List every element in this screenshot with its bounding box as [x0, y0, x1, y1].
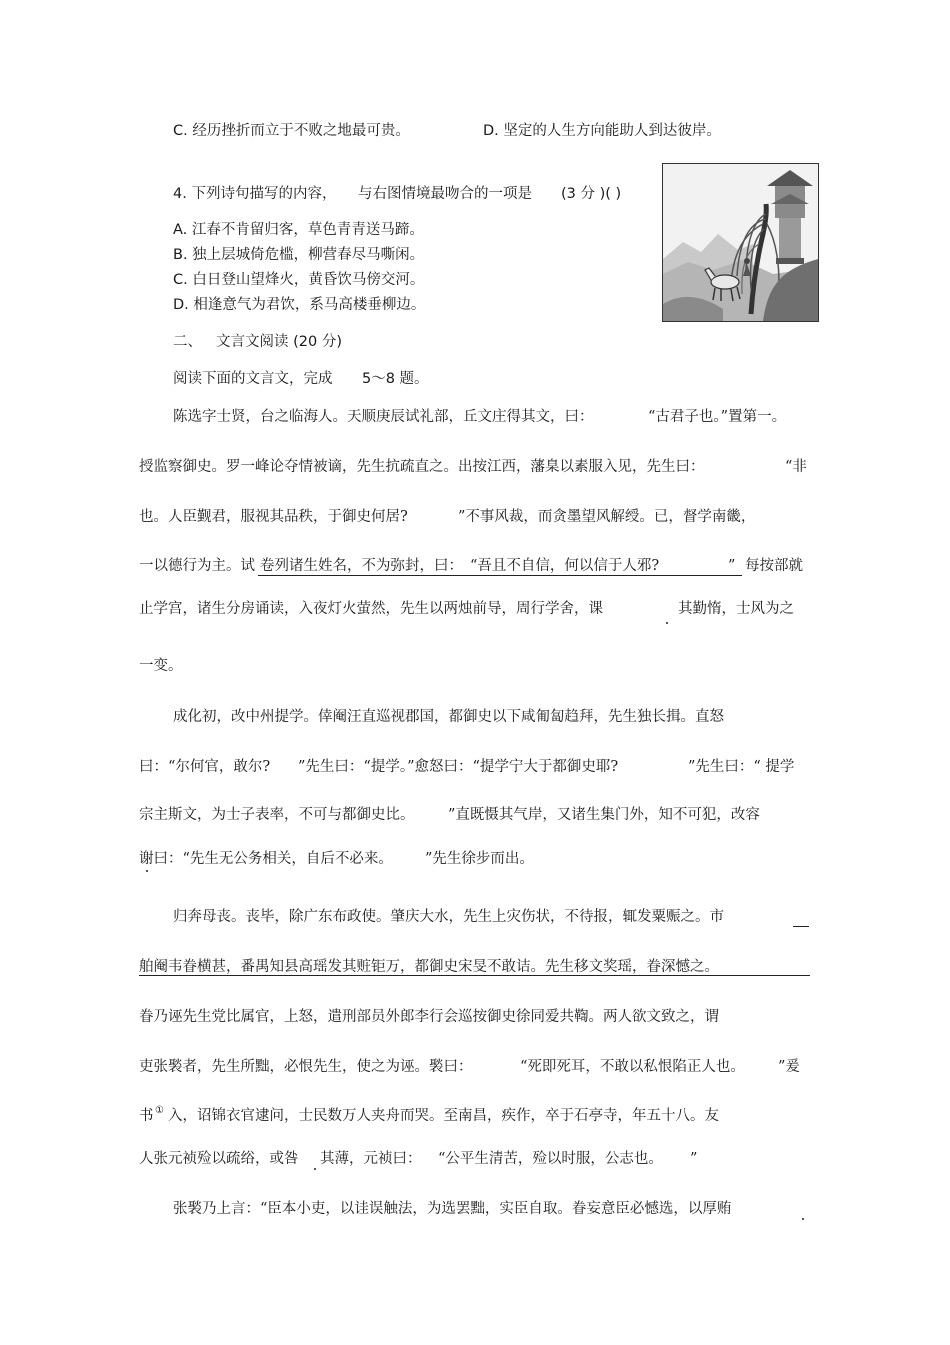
- passage-line-14a: 吏张褧者，先生所黜，必恨先生，使之为诬。褧曰：: [139, 1059, 473, 1075]
- q4-stem-part1: 4. 下列诗句描写的内容，: [173, 186, 337, 202]
- passage-line-4a: 一以德行为主。试: [139, 558, 255, 574]
- passage-line-8a: 曰：“尔何官，敢尔?: [139, 759, 271, 775]
- underline-sentence-2: [139, 975, 810, 976]
- q4-option-a: A. 江春不肯留归客，草色青青送马蹄。: [173, 222, 424, 238]
- passage-line-1b: “古君子也。”置第一。: [648, 409, 787, 425]
- passage-line-7: 成化初，改中州提学。倖阉汪直巡视郡国，都御史以下咸匍匐趋拜，先生独长揖。直怒: [173, 709, 724, 725]
- passage-line-2a: 授监察御史。罗一峰论夺情被谪，先生抗疏直之。出按江西，藩臬以素服入见，先生曰：: [139, 459, 705, 475]
- passage-line-9a: 宗主斯文，为士子表率，不可与都御史比。: [139, 807, 415, 823]
- passage-line-5b: 其勤惰，士风为之: [678, 601, 794, 617]
- landscape-painting-image: [662, 163, 819, 322]
- section-number: 二、: [173, 334, 202, 350]
- passage-line-12: 舶阉韦眷横甚，番禺知县高瑶发其赃钜万，都御史宋旻不敢诘。先生移文奖瑶，眷深憾之。: [139, 959, 719, 975]
- passage-line-5a: 止学宫，诸生分房诵读，入夜灯火萤然，先生以两烛前导，周行学舍，课: [139, 601, 603, 617]
- option-d: D. 坚定的人生方向能助人到达彼岸。: [483, 123, 721, 139]
- passage-line-8c: ”先生曰：“ 提学: [688, 759, 795, 775]
- passage-line-4d: ”: [728, 558, 736, 574]
- passage-line-3b: ”不事风裁，而贪墨望风解绶。已，督学南畿，: [458, 509, 756, 525]
- passage-line-1a: 陈选字士贤，台之临海人。天顺庚辰试礼部，丘文庄得其文，曰：: [173, 409, 594, 425]
- passage-line-3a: 也。人臣觐君，服视其品秩，于御史何居?: [139, 509, 408, 525]
- passage-line-4b: 卷列诸生姓名，不为弥封，曰：: [260, 558, 463, 574]
- emphasis-dot: [146, 870, 148, 872]
- passage-line-4e: 每按部就: [745, 558, 803, 574]
- q4-option-c: C. 白日登山望烽火，黄昏饮马傍交河。: [173, 272, 425, 288]
- passage-line-16c: “公平生清苦，殓以时服，公志也。: [438, 1151, 663, 1167]
- passage-line-16b: 其薄，元祯曰：: [320, 1151, 422, 1167]
- section-title: 文言文阅读 (20 分): [216, 334, 342, 350]
- underline-sentence-1: [258, 575, 742, 576]
- passage-line-11: 归奔母丧。丧毕，除广东布政使。肇庆大水，先生上灾伤状，不待报，辄发粟赈之。市: [173, 909, 724, 925]
- q4-stem-part2: 与右图情境最吻合的一项是: [358, 186, 532, 202]
- passage-line-16d: ”: [690, 1151, 698, 1167]
- passage-line-15b: 入，诏锦衣官逮问，士民数万人夹舟而哭。至南昌，疾作，卒于石亭寺，年五十八。友: [168, 1108, 719, 1124]
- passage-line-13: 眷乃诬先生党比属官，上怒，遣刑部员外郎李行会巡按御史徐同爱共鞫。两人欲文致之，谓: [139, 1009, 719, 1025]
- emphasis-dot: [666, 622, 668, 624]
- footnote-marker: ①: [155, 1105, 164, 1116]
- option-c: C. 经历挫折而立于不败之地最可贵。: [173, 123, 410, 139]
- passage-line-4c: “吾且不自信，何以信于人邪?: [470, 558, 660, 574]
- section-instruction-range: 5～8 题。: [362, 371, 429, 387]
- underline-sentence-2-start: [793, 926, 809, 927]
- passage-line-8b: ”先生曰：“提学。”愈怒曰：“提学宁大于都御史耶?: [298, 759, 619, 775]
- emphasis-dot: [802, 1218, 804, 1220]
- emphasis-dot: [314, 1168, 316, 1170]
- section-instruction: 阅读下面的文言文，完成: [173, 371, 333, 387]
- passage-line-16a: 人张元祯殓以疏绤，或咎: [139, 1151, 299, 1167]
- passage-line-10b: ”先生徐步而出。: [425, 851, 534, 867]
- passage-line-17: 张褧乃上言：“臣本小吏，以诖误触法，为选罢黜，实臣自取。眷妄意臣必憾选，以厚贿: [173, 1201, 732, 1217]
- passage-line-10a: 谢曰：“先生无公务相关，自后不必来。: [139, 851, 393, 867]
- q4-stem-score: (3 分 )( ): [561, 186, 622, 202]
- passage-line-2b: “非: [785, 459, 807, 475]
- q4-option-b: B. 独上层城倚危槛，柳营春尽马嘶闲。: [173, 247, 425, 263]
- passage-line-15a: 书: [139, 1108, 154, 1124]
- q4-option-d: D. 相逢意气为君饮，系马高楼垂柳边。: [173, 297, 426, 313]
- passage-line-14b: “死即死耳，不敢以私恨陷正人也。: [520, 1059, 745, 1075]
- passage-line-9b: ”直既慑其气岸，又诸生集门外，知不可犯，改容: [448, 807, 760, 823]
- passage-line-6: 一变。: [139, 658, 183, 674]
- passage-line-14c: ”爰: [778, 1059, 800, 1075]
